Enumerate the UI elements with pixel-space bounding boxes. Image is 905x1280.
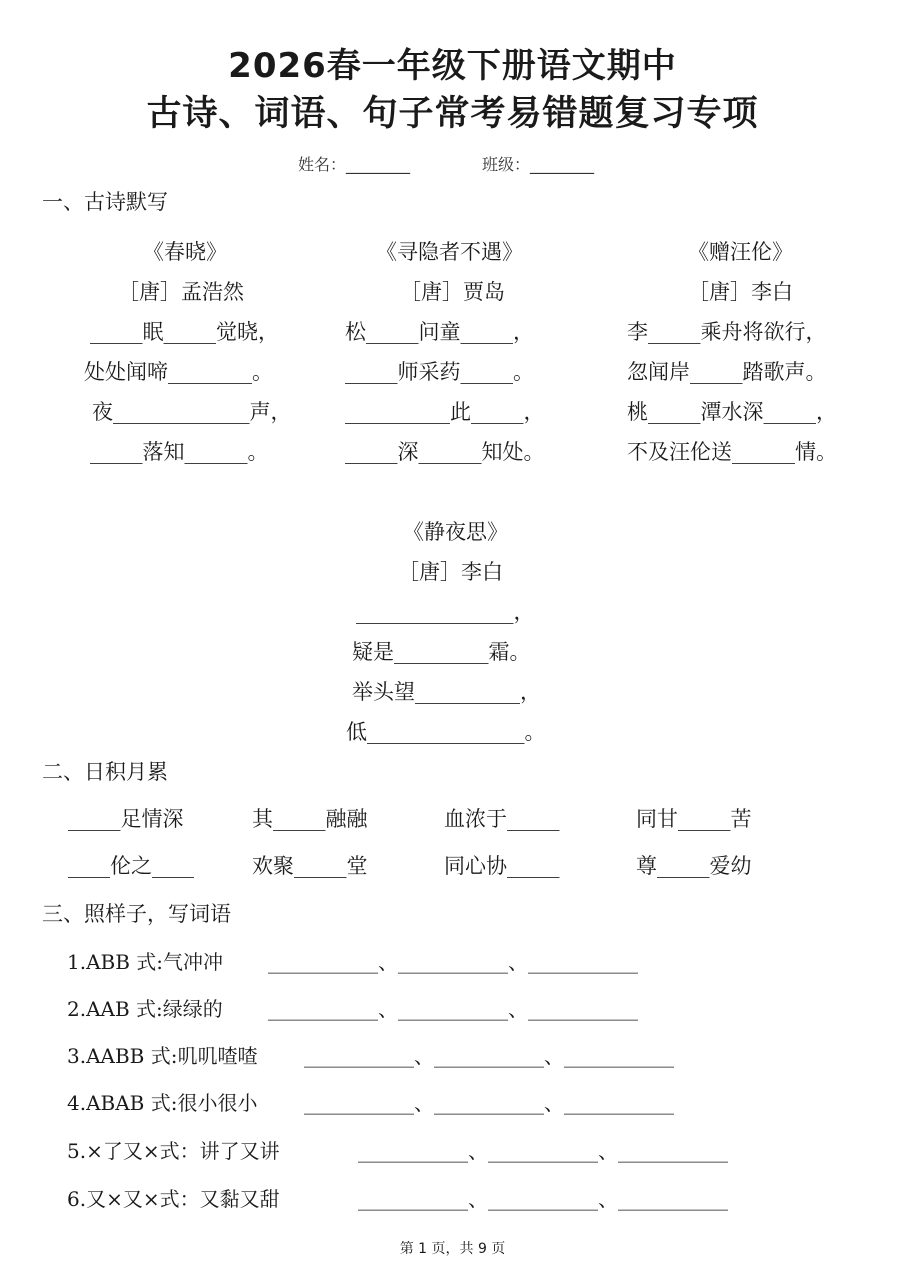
- poem-line: 疑是_________霜。: [352, 640, 531, 664]
- idiom-item: 血浓于_____: [444, 807, 560, 831]
- poem-title: 《寻隐者不遇》: [376, 240, 523, 264]
- poem-line: _______________，: [356, 600, 535, 624]
- poem-title: 《赠汪伦》: [688, 240, 793, 264]
- idiom-item: 其_____融融: [252, 807, 368, 831]
- exercise-label: 3.AABB 式:叽叽喳喳: [67, 1044, 258, 1068]
- exercise-label: 4.ABAB 式:很小很小: [67, 1091, 258, 1115]
- exercise-label: 1.ABB 式:气冲冲: [67, 950, 224, 974]
- poem-line: 举头望__________，: [352, 680, 541, 704]
- exercise-blanks: ___________、___________、___________: [358, 1187, 728, 1211]
- idiom-item: 尊_____爱幼: [636, 854, 752, 878]
- idiom-item: ____伦之____: [68, 854, 194, 878]
- poem-line: _____落知______。: [90, 440, 269, 464]
- poem-line: 不及汪伦送______情。: [627, 440, 837, 464]
- idiom-item: 同甘_____苦: [636, 807, 752, 831]
- exercise-blanks: ___________、___________、___________: [358, 1139, 728, 1163]
- section-2-heading: 二、日积月累: [42, 760, 168, 784]
- poem-author: ［唐］李白: [398, 560, 503, 584]
- idiom-item: 欢聚_____堂: [252, 854, 368, 878]
- page-number: 第 1 页，共 9 页: [399, 1241, 506, 1257]
- exercise-label: 5.×了又×式：讲了又讲: [67, 1139, 280, 1163]
- poem-title: 《春晓》: [143, 240, 227, 264]
- poem-line: 处处闻啼________。: [84, 360, 273, 384]
- poem-line: 夜_____________声，: [92, 400, 292, 424]
- exercise-blanks: ___________、___________、___________: [304, 1044, 674, 1068]
- exercise-label: 2.AAB 式:绿绿的: [67, 997, 223, 1021]
- section-1-heading: 一、古诗默写: [42, 190, 168, 214]
- poem-line: _____师采药_____。: [345, 360, 534, 384]
- name-field-label: 姓名：________: [298, 155, 411, 174]
- poem-line: 桃_____潭水深_____，: [627, 400, 837, 424]
- poem-line: _____深______知处。: [345, 440, 545, 464]
- poem-title: 《静夜思》: [403, 520, 508, 544]
- poem-line: 李_____乘舟将欲行，: [627, 320, 827, 344]
- title-line-1: 2026春一年级下册语文期中: [228, 46, 677, 86]
- poem-line: __________此_____，: [345, 400, 545, 424]
- poem-line: 低_______________。: [346, 720, 546, 744]
- poem-author: ［唐］李白: [688, 280, 793, 304]
- class-field-label: 班级：________: [482, 155, 595, 174]
- exercise-blanks: ___________、___________、___________: [268, 997, 638, 1021]
- poem-author: ［唐］贾岛: [400, 280, 505, 304]
- idiom-item: 同心协_____: [444, 854, 560, 878]
- exercise-blanks: ___________、___________、___________: [304, 1091, 674, 1115]
- poem-line: 松_____问童_____，: [345, 320, 534, 344]
- poem-line: _____眠_____觉晓，: [90, 320, 279, 344]
- section-3-heading: 三、照样子，写词语: [42, 902, 231, 926]
- title-line-2: 古诗、词语、句子常考易错题复习专项: [146, 94, 759, 134]
- poem-author: ［唐］孟浩然: [118, 280, 244, 304]
- exercise-label: 6.又×又×式：又黏又甜: [67, 1187, 280, 1211]
- poem-line: 忽闻岸_____踏歌声。: [627, 360, 827, 384]
- idiom-item: _____足情深: [68, 807, 184, 831]
- exercise-blanks: ___________、___________、___________: [268, 950, 638, 974]
